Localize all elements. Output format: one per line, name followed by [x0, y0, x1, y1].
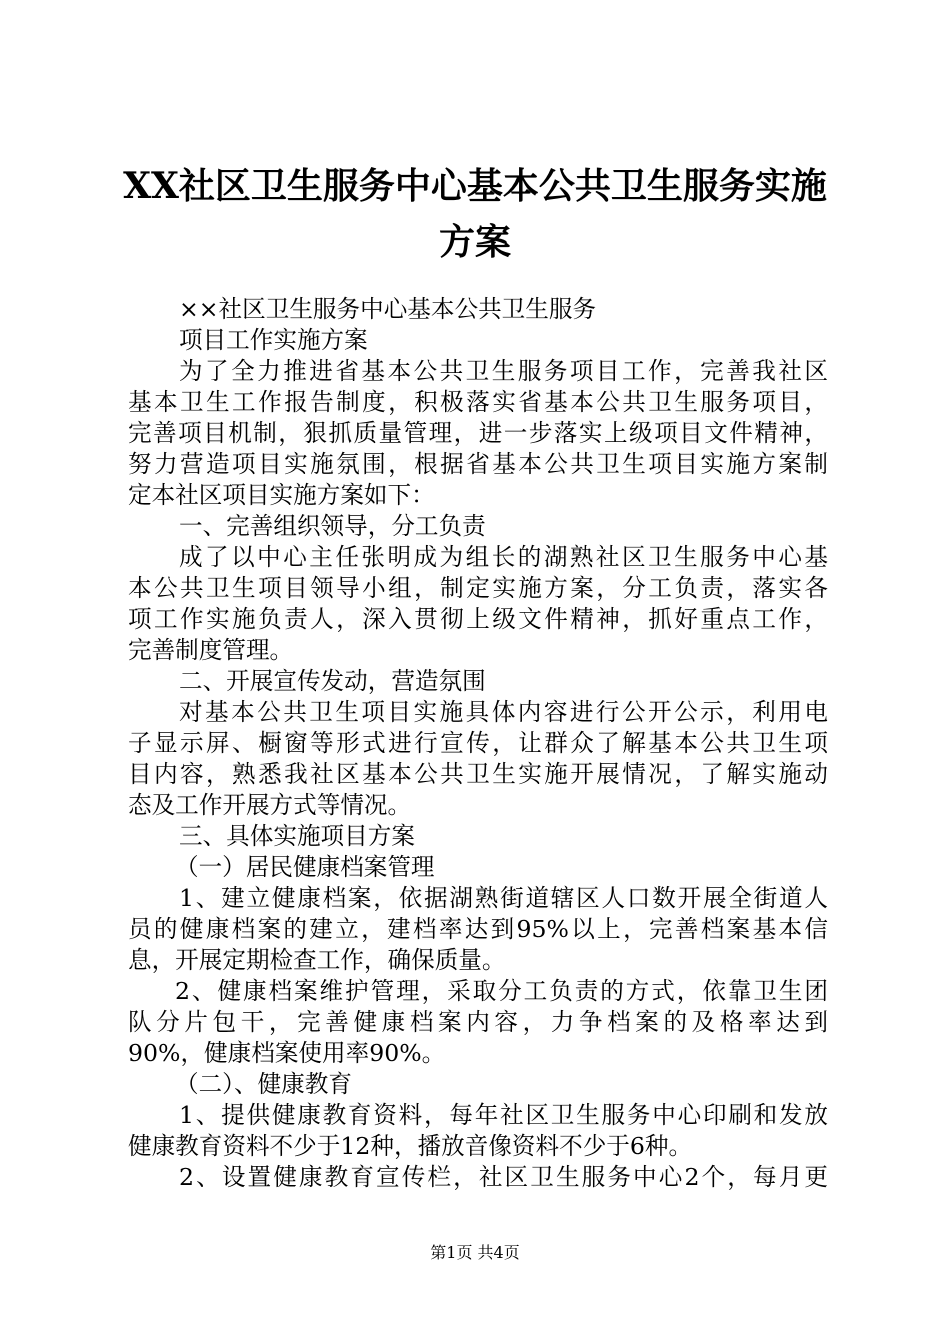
- body-line: 90%，健康档案使用率90%。: [128, 1039, 446, 1067]
- body-line: 对基本公共卫生项目实施具体内容进行公开公示，利用电: [179, 698, 828, 726]
- page-number-footer: 第1页 共4页: [430, 1243, 520, 1262]
- body-line: 子显示屏、橱窗等形式进行宣传，让群众了解基本公共卫生项: [128, 729, 828, 757]
- body-line: 态及工作开展方式等情况。: [128, 791, 412, 819]
- document-title-line-2: 方案: [438, 221, 511, 263]
- body-line: 1、建立健康档案，依据湖熟街道辖区人口数开展全街道人: [179, 884, 828, 912]
- subsection-heading: （二）、健康教育: [175, 1070, 352, 1098]
- body-line: ××社区卫生服务中心基本公共卫生服务: [179, 295, 597, 323]
- body-line: 项工作实施负责人，深入贯彻上级文件精神，抓好重点工作，: [128, 605, 828, 633]
- body-line: 健康教育资料不少于12种，播放音像资料不少于6种。: [128, 1132, 693, 1160]
- body-line: 完善项目机制，狠抓质量管理，进一步落实上级项目文件精神，: [128, 419, 828, 447]
- body-line: 2、设置健康教育宣传栏，社区卫生服务中心2个，每月更: [179, 1163, 828, 1191]
- body-line: 基本卫生工作报告制度，积极落实省基本公共卫生服务项目，: [128, 388, 828, 416]
- body-line: 努力营造项目实施氛围，根据省基本公共卫生项目实施方案制: [128, 450, 828, 478]
- section-heading: 一、完善组织领导，分工负责: [179, 512, 486, 540]
- body-line: 队分片包干，完善健康档案内容，力争档案的及格率达到: [128, 1008, 828, 1036]
- section-heading: 三、具体实施项目方案: [179, 822, 415, 850]
- body-line: 息，开展定期检查工作，确保质量。: [128, 946, 506, 974]
- document-title-line-1: XX社区卫生服务中心基本公共卫生服务实施: [123, 165, 827, 207]
- body-line: 成了以中心主任张明成为组长的湖熟社区卫生服务中心基: [179, 543, 828, 571]
- body-line: 完善制度管理。: [128, 636, 294, 664]
- body-line: 1、提供健康教育资料，每年社区卫生服务中心印刷和发放: [179, 1101, 828, 1129]
- document-body: [128, 294, 828, 1193]
- section-heading: 二、开展宣传发动，营造氛围: [179, 667, 486, 695]
- body-line: 为了全力推进省基本公共卫生服务项目工作，完善我社区: [179, 357, 828, 385]
- body-line: 员的健康档案的建立，建档率达到95%以上，完善档案基本信: [128, 915, 828, 943]
- body-line: 定本社区项目实施方案如下：: [128, 481, 435, 509]
- subsection-heading: （一）居民健康档案管理: [175, 853, 435, 881]
- body-line: 本公共卫生项目领导小组，制定实施方案，分工负责，落实各: [128, 574, 828, 602]
- body-line: 项目工作实施方案: [179, 326, 368, 354]
- body-line: 2、健康档案维护管理，采取分工负责的方式，依靠卫生团: [175, 977, 828, 1005]
- body-line: 目内容，熟悉我社区基本公共卫生实施开展情况，了解实施动: [128, 760, 828, 788]
